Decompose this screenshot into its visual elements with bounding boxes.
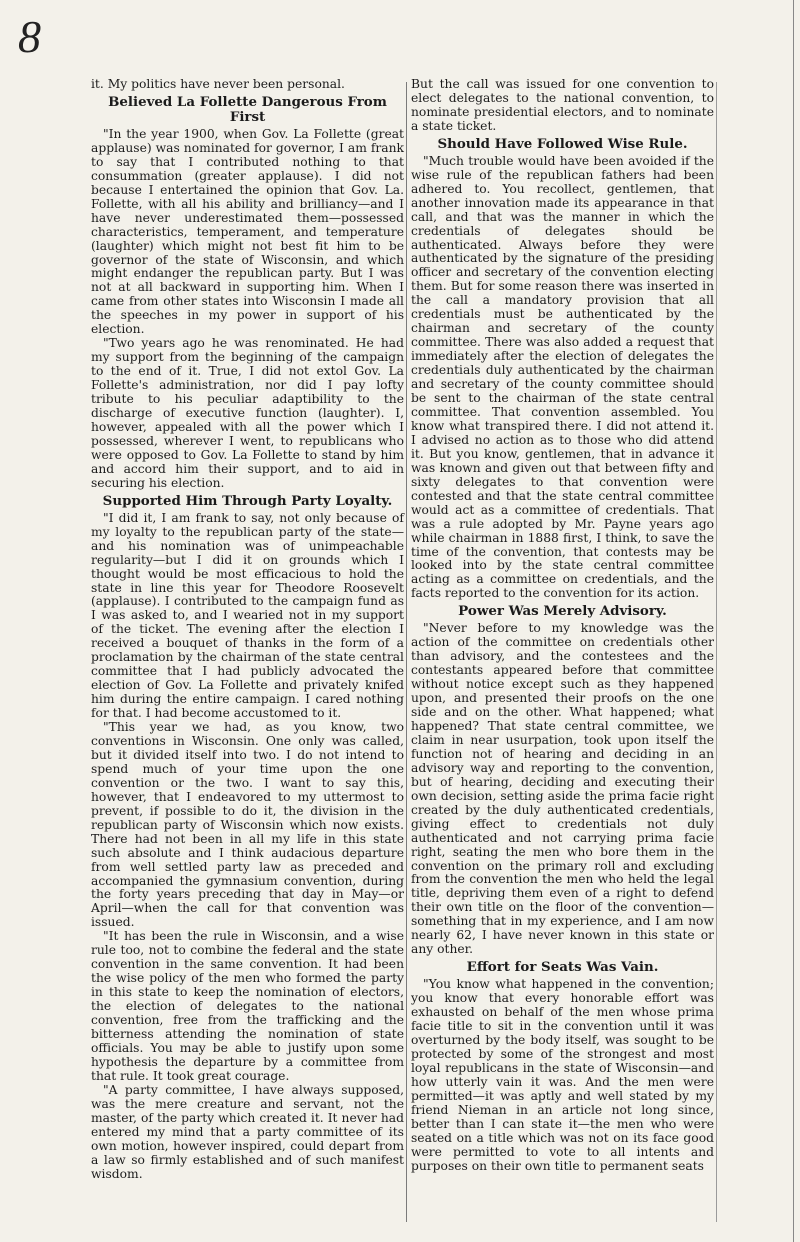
paragraph: "A party committee, I have always supposed, was the mere creature and servant, not the master, of the party which created it. It never had entered my mind that a party committee of its own motion, however inspired, could depart from a law so firmly established and of such manifest wisdom. <box>91 1082 404 1181</box>
right-column <box>411 78 714 1174</box>
paragraph: "I did it, I am frank to say, not only because of my loyalty to the republican party of the state—and his nomination was of unimpeachable regularity—but I did it on grounds which I thought would be most efficacious to hold the state in line this year for Theodore Roosevelt (applause). I contributed to the campaign fund as I was asked to, and I wearied not in my support of the ticket. The evening after the election I received a bouquet of thanks in the form of a proclamation by the chairman of the state central committee that I had publicly advocated the election of Gov. La Follette and privately knifed him during the entire campaign. I cared nothing for that. I had become accustomed to it. <box>91 510 404 721</box>
column-divider <box>406 82 407 1222</box>
subheading: Should Have Followed Wise Rule. <box>437 135 688 152</box>
paragraph: "Two years ago he was renominated. He had my support from the beginning of the campaign to the end of it. True, I did not extol Gov. La Follette's administration, nor did I pay lofty tribute to his peculiar adaptibility to the discharge of executive function (laughter). I, however, appealed with all the power which I possessed, wherever I went, to republicans who were opposed to Gov. La Follette to stand by him and accord him their support, and to aid in securing his election. <box>91 336 404 490</box>
left-column <box>91 78 404 1181</box>
paragraph: "You know what happened in the convention; you know that every honorable effort was exhausted on behalf of the men whose prima facie title to sit in the convention until it was overturned by the body itself, was sought to be protected by some of the strongest and most loyal republicans in the state of Wisconsin—and how utterly vain it was. And the men were permitted—it was aptly and well stated by my friend Nieman in an article not long since, better than I can state it—the men who were seated on a title which was not on its face good were permitted to vote to all intents and purposes on their own title to permanent seats <box>411 977 714 1173</box>
paragraph: "Never before to my knowledge was the action of the committee on credentials other than advisory, and the contestees and the contestants appeared before that committee without notice except such as they happened upon, and presented their proofs on the one side and on the other. What happened; what happened? That state central committee, we claim in near usurpation, took upon itself the function not of hearing and deciding in an advisory way and reporting to the convention, but of hearing, deciding and executing their own decision, setting aside the prima facie right created by the duly authenticated credentials, giving effect to credentials not duly authenticated and not carrying prima facie right, seating the men who bore them in the convention on the primary roll and excluding from the convention the men who held the legal title, depriving them even of a right to defend their own title on the floor of the convention—something that in my experience, and I am now nearly 62, I have never known in this state or any other. <box>411 621 714 957</box>
paragraph: But the call was issued for one convention to elect delegates to the national convention, to nominate presidential electors, and to nominate a state ticket. <box>411 77 714 133</box>
paragraph: "In the year 1900, when Gov. La Follette (great applause) was nominated for governor, I am frank to say that I contributed nothing to that consummation (greater applause). I did not because I entertained the opinion that Gov. La. Follette, with all his ability and brilliancy—and I have never underestimated them—possessed characteristics, temperament, and temperature (laughter) which might not best fit him to be governor of the state of Wisconsin, and which might endanger the republican party. But I was not at all backward in supporting him. When I came from other states into Wisconsin I made all the speeches in my power in support of his election. <box>91 126 404 337</box>
subheading: Power Was Merely Advisory. <box>458 603 667 620</box>
subheading: Effort for Seats Was Vain. <box>466 959 659 976</box>
paragraph: it. My politics have never been personal. <box>91 77 345 91</box>
page-edge-line <box>793 0 794 1242</box>
subheading: Supported Him Through Party Loyalty. <box>102 492 393 509</box>
paragraph: "This year we had, as you know, two conventions in Wisconsin. One only was called, but it divided itself into two. I do not intend to spend much of your time upon the one convention or the two. I want to say this, however, that I endeavored to my uttermost to prevent, if possible to do it, the division in the republican party of Wisconsin which now exists. There had not been in all my life in this state such absolute and I think audacious departure from well settled party law as preceded and accompanied the gymnasium convention, during the forty years preceding that day in May—or April—when the call for that convention was issued. <box>91 720 404 930</box>
right-column-rule <box>716 82 717 1222</box>
page-number: 8 <box>18 11 41 62</box>
subheading: Believed La Follette Dangerous From First <box>108 93 387 125</box>
paragraph: "Much trouble would have been avoided if the wise rule of the republican fathers had been adhered to. You recollect, gentlemen, that another innovation made its appearance in that call, and that was the manner in which the credentials of delegates should be authenticated. Always before they were authenticated by the signature of the presiding officer and secretary of the convention electing them. But for some reason there was inserted in the call a mandatory provision that all credentials must be authenticated by the chairman and secretary of the county committee. There was also added a request that immediately after the election of delegates the credentials duly authenticated by the chairman and secretary of the county committee should be sent to the chairman of the state central committee. That convention assembled. You know what transpired there. I did not attend it. I advised no action as to those who did attend it. But you know, gentlemen, that in advance it was known and given out that between fifty and sixty delegates to that convention were contested and that the state central committee would act as a committee of credentials. That was a rule adopted by Mr. Payne years ago while chairman in 1888 first, I think, to save the time of the convention, that contests may be looked into by the state central committee acting as a committee on credentials, and the facts reported to the convention for its action. <box>411 153 714 601</box>
paragraph: "It has been the rule in Wisconsin, and a wise rule too, not to combine the federal and the state convention in the same convention. It had been the wise policy of the men who formed the party in this state to keep the nomination of electors, the election of delegates to the national convention, free from the trafficking and the bitterness attending the nomination of state officials. You may be able to justify upon some hypothesis the departure by a committee from that rule. It took great courage. <box>91 929 404 1083</box>
